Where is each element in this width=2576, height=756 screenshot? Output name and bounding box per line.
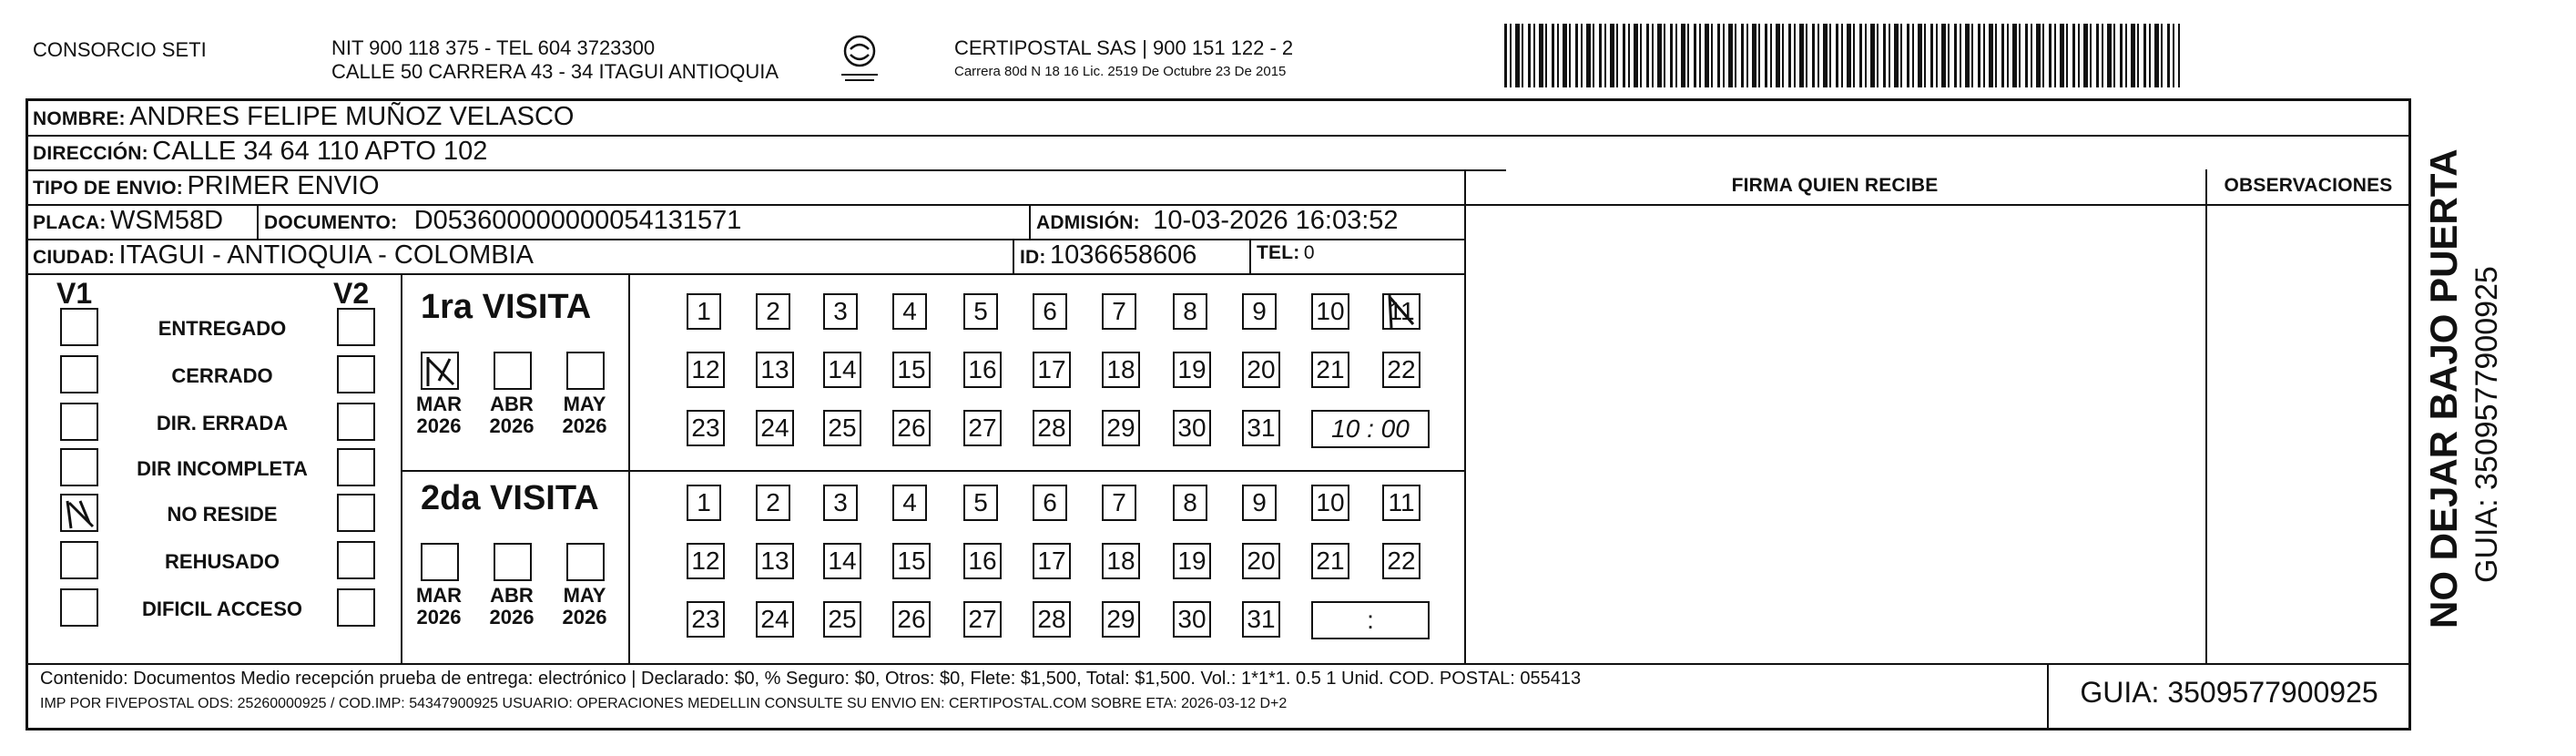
status-reason-label: DIR. ERRADA	[156, 412, 289, 434]
admision-value: 10-03-2026 16:03:52	[1153, 206, 1399, 235]
month-name: MAR	[415, 393, 463, 415]
first-visit-day-box[interactable]: 1	[687, 293, 721, 330]
month-year: 2026	[416, 606, 462, 628]
month-name: ABR	[490, 584, 534, 607]
first-visit-day-box[interactable]: 26	[892, 410, 931, 446]
second-visit-day-box[interactable]: 14	[823, 543, 861, 579]
status-reason-label: NO RESIDE	[167, 503, 278, 526]
first-visit-day-box[interactable]: 16	[963, 352, 1002, 388]
v1-checkbox[interactable]	[60, 403, 98, 441]
first-visit-month-label	[557, 393, 612, 437]
v2-checkbox[interactable]	[337, 588, 375, 627]
second-visit-day-box[interactable]: 25	[823, 601, 861, 638]
tel-value: 0	[1303, 242, 1315, 263]
v2-checkbox[interactable]	[337, 403, 375, 441]
first-visit-day-box[interactable]: 12	[687, 352, 725, 388]
ciudad-label: CIUDAD:	[33, 247, 116, 268]
v1-checkbox[interactable]	[60, 448, 98, 486]
tel-label: TEL:	[1257, 242, 1300, 263]
second-visit-time-box[interactable]: :	[1311, 601, 1430, 639]
first-visit-day-box[interactable]: 5	[963, 293, 998, 330]
v1-checkbox[interactable]	[60, 308, 98, 346]
second-visit-day-box[interactable]: 8	[1173, 485, 1207, 521]
status-reason-label: DIFICIL ACCESO	[141, 598, 302, 620]
first-visit-day-box[interactable]: 13	[756, 352, 794, 388]
documento-label: DOCUMENTO:	[264, 212, 398, 233]
footer-line-2: IMP POR FIVEPOSTAL ODS: 25260000925 / COD.IMP: 54347900925 USUARIO: OPERACIONES MEDELLIN CONSULTE SU ENVIO EN: CERTIPOSTAL.COM SOBRE ETA: 2026-03-12 D+2	[40, 696, 1288, 711]
v2-checkbox[interactable]	[337, 355, 375, 393]
second-visit-day-box[interactable]: 12	[687, 543, 725, 579]
first-visit-day-box[interactable]: 10	[1311, 293, 1349, 330]
first-visit-day-box[interactable]: 3	[823, 293, 858, 330]
second-visit-day-box[interactable]: 6	[1033, 485, 1067, 521]
id-label: ID:	[1020, 247, 1046, 268]
v1-checkbox[interactable]	[60, 355, 98, 393]
second-visit-month-checkbox[interactable]	[494, 543, 532, 581]
first-visit-day-box[interactable]: 17	[1033, 352, 1071, 388]
first-visit-time-box[interactable]: 10 : 00	[1311, 410, 1430, 448]
second-visit-day-box[interactable]: 18	[1102, 543, 1140, 579]
second-visit-day-box[interactable]: 27	[963, 601, 1002, 638]
placa-value: WSM58D	[109, 206, 224, 235]
month-name: MAR	[415, 584, 463, 607]
first-visit-day-box[interactable]: 20	[1242, 352, 1280, 388]
side-no-dejar: NO DEJAR BAJO PUERTA	[2422, 148, 2465, 628]
tipo-value: PRIMER ENVIO	[187, 171, 380, 200]
month-name: MAY	[563, 393, 606, 415]
direccion-label: DIRECCIÓN:	[33, 143, 148, 164]
first-visit-month-checkbox[interactable]	[494, 352, 532, 390]
v2-checkbox[interactable]	[337, 308, 375, 346]
second-visit-day-box[interactable]: 7	[1102, 485, 1136, 521]
second-visit-day-box[interactable]: 26	[892, 601, 931, 638]
id-value: 1036658606	[1050, 240, 1197, 270]
second-visit-day-box[interactable]: 22	[1382, 543, 1420, 579]
side-guia: GUIA: 3509577900925	[2469, 266, 2504, 583]
footer-line-1: Contenido: Documentos Medio recepción prueba de entrega: electrónico | Declarado: $0, % Seguro: $0, Otros: $0, Flete: $1,500, Total: $1,500. Vol.: 1*1*1. 0.5 1 Unid. COD. POSTAL: 055413	[40, 669, 1582, 689]
second-visit-month-label	[557, 585, 612, 628]
first-visit-day-box[interactable]: 31	[1242, 410, 1280, 446]
second-visit-day-box[interactable]: 24	[756, 601, 794, 638]
first-visit-day-box[interactable]: 27	[963, 410, 1002, 446]
first-visit-month-checkbox[interactable]	[421, 352, 459, 390]
status-reason-label: CERRADO	[171, 364, 273, 387]
first-visit-day-box[interactable]: 6	[1033, 293, 1067, 330]
v2-label: V2	[333, 277, 370, 310]
second-visit-day-box[interactable]: 20	[1242, 543, 1280, 579]
second-visit-day-box[interactable]: 23	[687, 601, 725, 638]
v2-checkbox[interactable]	[337, 494, 375, 532]
first-visit-day-box[interactable]: 7	[1102, 293, 1136, 330]
second-visit-day-box[interactable]: 19	[1173, 543, 1211, 579]
address-line: CALLE 50 CARRERA 43 - 34 ITAGUI ANTIOQUIA	[331, 60, 779, 83]
month-name: MAY	[563, 584, 606, 607]
second-visit-day-box[interactable]: 17	[1033, 543, 1071, 579]
v1-label: V1	[56, 277, 93, 310]
second-visit-day-box[interactable]: 13	[756, 543, 794, 579]
nit-line: NIT 900 118 375 - TEL 604 3723300	[331, 36, 656, 59]
second-visit-month-checkbox[interactable]	[566, 543, 605, 581]
second-visit-day-box[interactable]: 1	[687, 485, 721, 521]
month-year: 2026	[416, 414, 462, 437]
second-visit-day-box[interactable]: 4	[892, 485, 927, 521]
observaciones-header: OBSERVACIONES	[2224, 175, 2393, 196]
certipostal-sub: Carrera 80d N 18 16 Lic. 2519 De Octubre 23 De 2015	[954, 64, 1287, 79]
second-visit-day-box[interactable]: 29	[1102, 601, 1140, 638]
nombre-value: ANDRES FELIPE MUÑOZ VELASCO	[129, 102, 575, 131]
month-year: 2026	[489, 414, 535, 437]
second-visit-day-box[interactable]: 9	[1242, 485, 1277, 521]
first-visit-day-box[interactable]: 2	[756, 293, 790, 330]
second-visit-day-box[interactable]: 16	[963, 543, 1002, 579]
v1-checkbox[interactable]	[60, 588, 98, 627]
first-visit-day-box[interactable]: 21	[1311, 352, 1349, 388]
status-reason-label: DIR INCOMPLETA	[137, 457, 308, 480]
second-visit-day-box[interactable]: 15	[892, 543, 931, 579]
first-visit-day-box[interactable]: 28	[1033, 410, 1071, 446]
first-visit-title: 1ra VISITA	[421, 288, 592, 326]
first-visit-month-checkbox[interactable]	[566, 352, 605, 390]
first-visit-day-box[interactable]: 14	[823, 352, 861, 388]
company-name: CONSORCIO SETI	[33, 38, 207, 61]
second-visit-day-box[interactable]: 30	[1173, 601, 1211, 638]
first-visit-day-box[interactable]: 24	[756, 410, 794, 446]
footer-guia: GUIA: 3509577900925	[2080, 676, 2378, 709]
second-visit-day-box[interactable]: 21	[1311, 543, 1349, 579]
admision-label: ADMISIÓN:	[1036, 212, 1140, 233]
month-year: 2026	[562, 414, 607, 437]
second-visit-day-box[interactable]: 28	[1033, 601, 1071, 638]
status-reason-label: ENTREGADO	[158, 317, 287, 340]
status-reason-label: REHUSADO	[165, 550, 280, 573]
ciudad-value: ITAGUI - ANTIOQUIA - COLOMBIA	[118, 240, 534, 270]
first-visit-day-box[interactable]: 19	[1173, 352, 1211, 388]
first-visit-month-label	[412, 393, 466, 437]
v1-checkbox[interactable]	[60, 541, 98, 579]
month-year: 2026	[562, 606, 607, 628]
second-visit-month-checkbox[interactable]	[421, 543, 459, 581]
first-visit-month-label	[484, 393, 539, 437]
second-visit-day-box[interactable]: 31	[1242, 601, 1280, 638]
first-visit-day-box[interactable]: 29	[1102, 410, 1140, 446]
first-visit-day-box[interactable]: 4	[892, 293, 927, 330]
first-visit-day-box[interactable]: 8	[1173, 293, 1207, 330]
barcode	[1504, 24, 2180, 87]
certipostal-line: CERTIPOSTAL SAS | 900 151 122 - 2	[954, 36, 1294, 59]
firma-header: FIRMA QUIEN RECIBE	[1731, 175, 1939, 196]
second-visit-day-box[interactable]: 5	[963, 485, 998, 521]
first-visit-day-box[interactable]: 11	[1382, 293, 1420, 330]
first-visit-day-box[interactable]: 25	[823, 410, 861, 446]
second-visit-day-box[interactable]: 2	[756, 485, 790, 521]
documento-value: D053600000000054131571	[413, 206, 742, 235]
v2-checkbox[interactable]	[337, 448, 375, 486]
first-visit-day-box[interactable]: 22	[1382, 352, 1420, 388]
second-visit-title: 2da VISITA	[421, 479, 599, 517]
nombre-label: NOMBRE:	[33, 108, 126, 129]
second-visit-day-box[interactable]: 3	[823, 485, 858, 521]
second-visit-month-label	[412, 585, 466, 628]
first-visit-day-box[interactable]: 15	[892, 352, 931, 388]
first-visit-day-box[interactable]: 9	[1242, 293, 1277, 330]
tipo-label: TIPO DE ENVIO:	[33, 178, 183, 199]
placa-label: PLACA:	[33, 212, 107, 233]
first-visit-day-box[interactable]: 23	[687, 410, 725, 446]
certipostal-logo	[838, 33, 881, 87]
month-name: ABR	[490, 393, 534, 415]
first-visit-day-box[interactable]: 18	[1102, 352, 1140, 388]
v2-checkbox[interactable]	[337, 541, 375, 579]
direccion-value: CALLE 34 64 110 APTO 102	[152, 137, 488, 166]
first-visit-day-box[interactable]: 30	[1173, 410, 1211, 446]
second-visit-month-label	[484, 585, 539, 628]
month-year: 2026	[489, 606, 535, 628]
second-visit-day-box[interactable]: 10	[1311, 485, 1349, 521]
second-visit-day-box[interactable]: 11	[1382, 485, 1420, 521]
day-mark-icon	[1382, 293, 1420, 334]
v1-checkbox[interactable]	[60, 494, 98, 532]
